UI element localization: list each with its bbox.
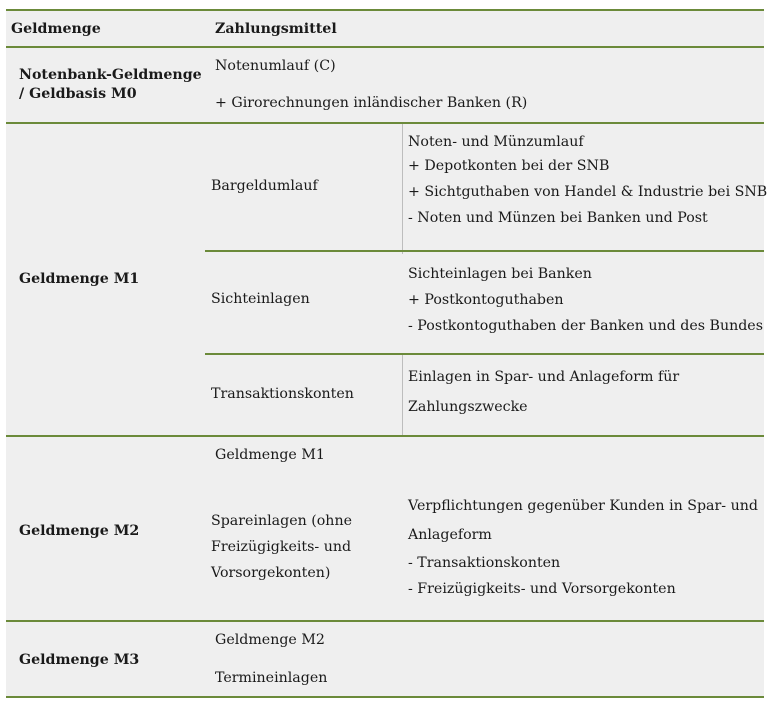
m2-detail-4: - Freizügigkeits- und Vorsorgekonten (408, 581, 676, 597)
m2-name-1: Spareinlagen (ohne (211, 513, 352, 529)
row-m2 (6, 437, 764, 620)
m1-bargeld-detail-1: Noten- und Münzumlauf (408, 134, 584, 150)
m1-sicht-name: Sichteinlagen (211, 291, 310, 307)
row-m1 (6, 124, 768, 435)
m2-label: Geldmenge M2 (19, 523, 140, 539)
m3-item-1: Geldmenge M2 (215, 632, 325, 648)
m0-item-2: + Girorechnungen inländischer Banken (R) (215, 95, 528, 111)
m1-sicht-detail-3: - Postkontoguthaben der Banken und des Bundes (408, 318, 763, 334)
m1-trans-divider (402, 355, 403, 435)
row-m3 (6, 622, 764, 696)
m3-item-2: Termineinlagen (215, 670, 328, 686)
m1-sicht-detail-2: + Postkontoguthaben (408, 292, 564, 308)
row-m0 (6, 48, 764, 122)
m1-sub-rule-2 (205, 353, 764, 355)
m3-label: Geldmenge M3 (19, 652, 140, 668)
m1-trans-name: Transaktionskonten (211, 386, 354, 402)
m2-name-2: Freizügigkeits- und (211, 539, 352, 555)
m0-label-line2: / Geldbasis M0 (19, 86, 137, 102)
m2-detail-1: Verpflichtungen gegenüber Kunden in Spar- und (408, 498, 758, 514)
m0-item-1: Notenumlauf (C) (215, 58, 336, 74)
m2-detail-3: - Transaktionskonten (408, 555, 561, 571)
m1-bargeld-name: Bargeldumlauf (211, 178, 318, 194)
table-bottom-rule (6, 696, 764, 698)
m1-bargeld-detail-4: - Noten und Münzen bei Banken und Post (408, 210, 708, 226)
m1-bargeld-detail-2: + Depotkonten bei der SNB (408, 158, 610, 174)
m2-detail-2: Anlageform (408, 527, 492, 543)
table-header-row (6, 11, 764, 46)
m1-bargeld-divider (402, 124, 403, 254)
money-supply-table (6, 9, 768, 698)
m1-trans-detail-1: Einlagen in Spar- und Anlageform für (408, 369, 680, 385)
header-geldmenge: Geldmenge (11, 21, 101, 37)
m1-trans-detail-2: Zahlungszwecke (408, 399, 528, 415)
m2-name-3: Vorsorgekonten) (211, 565, 331, 581)
m1-sicht-detail-1: Sichteinlagen bei Banken (408, 266, 592, 282)
m0-label-line1: Notenbank-Geldmenge (19, 67, 202, 83)
m1-sub-rule-1 (205, 250, 764, 252)
m2-first: Geldmenge M1 (215, 447, 325, 463)
m1-bargeld-detail-3: + Sichtguthaben von Handel & Industrie bei SNB (408, 184, 768, 200)
header-zahlungsmittel: Zahlungsmittel (215, 21, 337, 37)
m1-label: Geldmenge M1 (19, 271, 140, 287)
